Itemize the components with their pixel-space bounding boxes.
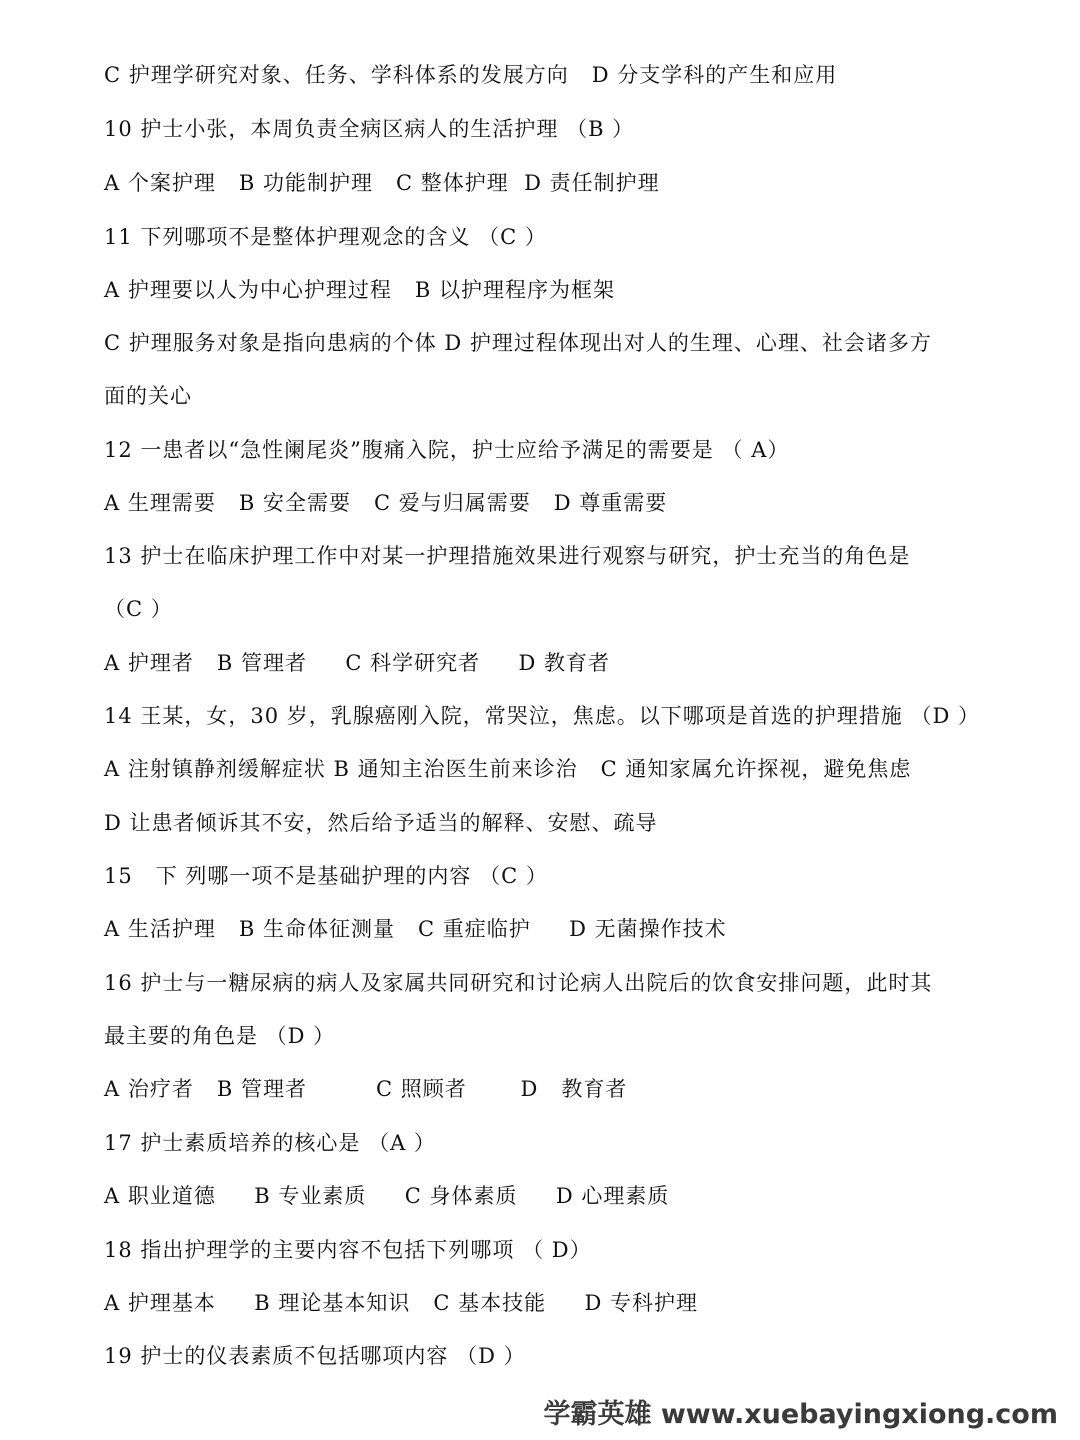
text-line: D 让患者倾诉其不安，然后给予适当的解释、安慰、疏导: [104, 811, 658, 835]
text-line: （C ）: [104, 597, 173, 621]
text-line: A 生理需要 B 安全需要 C 爱与归属需要 D 尊重需要: [104, 491, 668, 515]
text-line: C 护理学研究对象、任务、学科体系的发展方向 D 分支学科的产生和应用: [104, 63, 838, 87]
text-line: 最主要的角色是 （D ）: [104, 1024, 336, 1048]
text-line: A 护理要以人为中心护理过程 B 以护理程序为框架: [104, 278, 615, 302]
text-line: A 治疗者 B 管理者 C 照顾者 D 教育者: [104, 1077, 628, 1101]
text-line: 16 护士与一糖尿病的病人及家属共同研究和讨论病人出院后的饮食安排问题，此时其: [104, 971, 933, 995]
text-line: 11 下列哪项不是整体护理观念的含义 （C ）: [104, 225, 547, 249]
site-watermark: 学霸英雄 www.xuebayingxiong.com: [543, 1399, 1058, 1430]
text-line: 13 护士在临床护理工作中对某一护理措施效果进行观察与研究，护士充当的角色是: [104, 544, 911, 568]
text-line: 14 王某，女，30 岁，乳腺癌刚入院，常哭泣，焦虑。以下哪项是首选的护理措施 （D ）: [104, 704, 980, 728]
text-line: A 注射镇静剂缓解症状 B 通知主治医生前来诊治 C 通知家属允许探视，避免焦虑: [104, 757, 912, 781]
text-line: C 护理服务对象是指向患病的个体 D 护理过程体现出对人的生理、心理、社会诸多方: [104, 331, 932, 355]
text-line: 12 一患者以“急性阑尾炎”腹痛入院，护士应给予满足的需要是 （ A）: [104, 438, 790, 462]
text-line: 18 指出护理学的主要内容不包括下列哪项 （ D）: [104, 1238, 592, 1262]
text-line: 面的关心: [104, 384, 192, 408]
text-line: A 生活护理 B 生命体征测量 C 重症临护 D 无菌操作技术: [104, 917, 727, 941]
text-line: 19 护士的仪表素质不包括哪项内容 （D ）: [104, 1344, 526, 1368]
text-line: A 职业道德 B 专业素质 C 身体素质 D 心理素质: [104, 1184, 670, 1208]
text-line: 10 护士小张，本周负责全病区病人的生活护理 （B ）: [104, 117, 635, 141]
text-line: 17 护士素质培养的核心是 （A ）: [104, 1131, 436, 1155]
text-line: A 个案护理 B 功能制护理 C 整体护理 D 责任制护理: [104, 171, 660, 195]
text-line: A 护理基本 B 理论基本知识 C 基本技能 D 专科护理: [104, 1291, 698, 1315]
text-line: 15 下 列哪一项不是基础护理的内容 （C ）: [104, 864, 548, 888]
text-line: A 护理者 B 管理者 C 科学研究者 D 教育者: [104, 651, 610, 675]
